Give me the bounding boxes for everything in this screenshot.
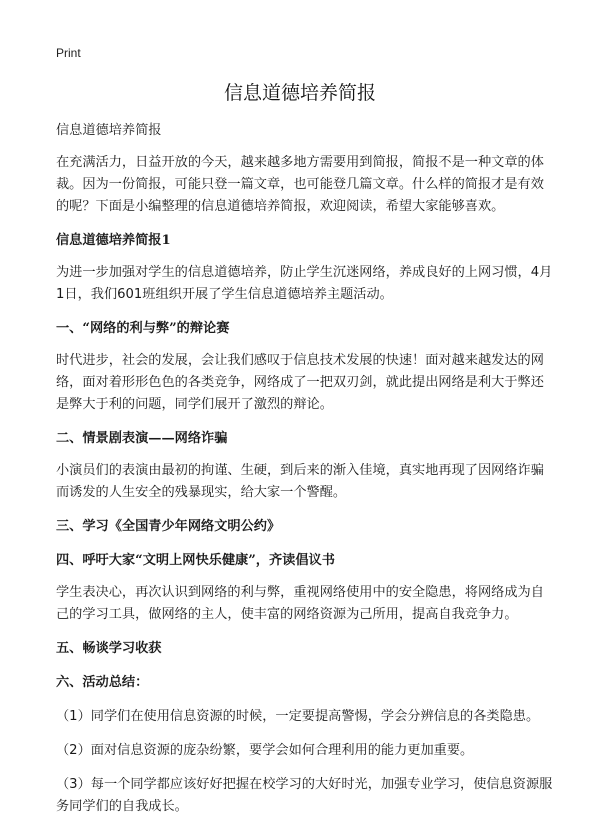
item-heading-6: 六、活动总结：: [56, 675, 149, 690]
summary-point-2: （2）面对信息资源的庞杂纷繁，要学会如何合理利用的能力更加重要。: [56, 743, 474, 758]
section-title: 信息道德培养简报1: [56, 233, 171, 248]
summary-point-1: （1）同学们在使用信息资源的时候，一定要提高警惕，学会分辨信息的各类隐患。: [56, 709, 540, 724]
summary-point-3: （3）每一个同学都应该好好把握在校学习的大好时光，加强专业学习，使信息资源服务同学们的自我成长。: [56, 777, 553, 814]
item-heading-5: 五、畅谈学习收获: [56, 641, 162, 656]
document-body: [56, 120, 554, 818]
section-intro-paragraph: 为进一步加强对学生的信息道德培养，防止学生沉迷网络，养成良好的上网习惯，4月1日，我们601班组织开展了学生信息道德培养主题活动。: [56, 265, 553, 302]
document-subtitle: 信息道德培养简报: [56, 123, 162, 138]
item-heading-1: 一、“网络的利与弊”的辩论赛: [56, 321, 230, 336]
item-heading-3: 三、学习《全国青少年网络文明公约》: [56, 519, 281, 534]
item-body-4: 学生表决心，再次认识到网络的利与弊，重视网络使用中的安全隐患，将网络成为自己的学习工具，做网络的主人，使丰富的网络资源为己所用，提高自我竞争力。: [56, 585, 544, 622]
item-heading-2: 二、情景剧表演——网络诈骗: [56, 431, 228, 446]
page-title: 信息道德培养简报: [223, 82, 376, 104]
item-body-1: 时代进步，社会的发展，会让我们感叹于信息技术发展的快速！面对越来越发达的网络，面对着形形色色的各类竞争，网络成了一把双刃剑，就此提出网络是利大于弊还是弊大于利的问题，同学们展开了激烈的辩论。: [56, 353, 544, 412]
item-heading-4: 四、呼吁大家“文明上网快乐健康”，齐读倡议书: [56, 553, 335, 568]
intro-paragraph: 在充满活力，日益开放的今天，越来越多地方需要用到简报，简报不是一种文章的体裁。因为一份简报，可能只登一篇文章，也可能登几篇文章。什么样的简报才是有效的呢？下面是小编整理的信息道德培养简报，欢迎阅读，希望大家能够喜欢。: [56, 155, 544, 214]
item-body-2: 小演员们的表演由最初的拘谨、生硬，到后来的渐入佳境，真实地再现了因网络诈骗而诱发的人生安全的残暴现实，给大家一个警醒。: [56, 463, 544, 500]
print-link[interactable]: Print: [56, 46, 81, 60]
